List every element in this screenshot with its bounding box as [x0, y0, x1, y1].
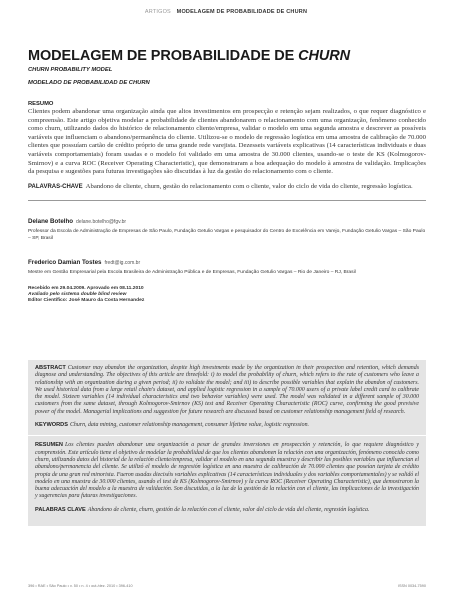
- author-2-email[interactable]: fredt@ig.com.br: [104, 260, 141, 267]
- palabras-clave: [35, 507, 419, 514]
- divider: [28, 200, 426, 201]
- article-title-text: MODELAGEM DE PROBABILIDADE DE: [28, 48, 299, 64]
- meta-editor: Editor Científico: José Mauro da Costa Hernandez: [28, 298, 145, 304]
- meta-received: Recebido em 29.04.2009. Aprovado em 08.11.2010: [28, 285, 144, 291]
- palavras-chave: [28, 183, 426, 192]
- footer-issn: ISSN 0034-7590: [397, 584, 426, 588]
- resumen-text: Los clientes pueden abandonar una organización a pesar de grandes inversiones en prospección y retención, lo que requiere diagnóstico y comprensión. Este artículo tiene el objetivo de modelar la probabilidad de que los clientes abandonen la relación con una organización, fenómeno conocido como churn, utilizando datos del historial de la relación cliente/empresa, validar el modelo en una segunda muestra y describir las posibles variables que influencian el abandono/permanencia del cliente. Se utilizó el modelo de regresión logística en una muestra de calibración de 70.000 clientes que poseían tarjeta de crédito propia de una gran red minorista. Fueron usadas dieciséis variables explicativas (14 características individuales y dos variables comportamentales) y se validó el modelo en una muestra de 30.000 clientes, usando el test de KS (Kolmogorov-Smirnov) y la curva ROC (Receiver Operating Characteristic), que demostraron la buena adecuación del modelo a la muestra de validación. Son discutidas, a la luz de la gestión de la relación con el cliente, las implicaciones de la investigación y sugerencias para futuras investigaciones.: [35, 442, 419, 500]
- keywords-text: Churn, data mining, customer relationship management, consumer lifetime value, logistic regression.: [69, 422, 309, 429]
- author-1: [28, 210, 426, 242]
- author-2-affiliation: Mestre em Gestão Empresarial pela Escola Brasileira de Administração Pública e de Empresas, Fundação Getulio Vargas – Rio de Janeiro – RJ, Brasil: [28, 270, 356, 276]
- resumo-label: RESUMO: [28, 101, 54, 107]
- footer-citation: 396 • RAE • São Paulo • v. 50 • n. 4 • out./dez. 2010 • 396-410: [28, 584, 133, 588]
- author-2: [28, 251, 426, 277]
- palavras-chave-text: Abandono de cliente, churn, gestão do relacionamento com o cliente, valor do ciclo de vida do cliente, regressão logística.: [85, 182, 413, 190]
- abstract: [35, 365, 419, 416]
- keywords: [35, 422, 419, 429]
- article-meta: [28, 286, 426, 305]
- running-header: [0, 9, 452, 15]
- meta-review: Avaliado pelo sistema double blind review: [28, 292, 127, 298]
- header-section: ARTIGOS: [144, 9, 171, 15]
- keywords-label: KEYWORDS: [35, 422, 68, 429]
- abstract-label: ABSTRACT: [35, 365, 66, 371]
- author-2-name: Frederico Damian Tostes: [28, 259, 102, 267]
- abstract-text: Customer may abandon the organization, despite high investments made by the organization in their prospection and retention, which demands diagnose and understanding. The objectives of this article are threefold: i) to model the probability of churn, which refers to the rate of customers who leave a relationship with an organization during a given period; ii) to validate the model; and iii) to describe possible variables that explain the abandon of customers. We used historical data from a large retail chain's dataset, and applied logistic regression in a sample of 70.000 users of a private label credit card to calibrate the model. Sixteen variables (14 individual characteristics and two behavior variables) were used. The model was validated in a different sample of 30.000 customers from the same dataset, through Kolmogorov-Smirnov (KS) test and Receiver Operating Characteristic (ROC) curve, confirming the good previsive power of the model. Managerial implications and suggestion for future research are discussed based on customer relationship management field of research.: [35, 365, 419, 415]
- resumen: [35, 442, 419, 500]
- palabras-clave-label: PALABRAS CLAVE: [35, 506, 86, 513]
- resumen-label: RESUMEN: [35, 442, 63, 449]
- page-footer: [28, 584, 426, 588]
- header-running-title: MODELAGEM DE PROBABILIDADE DE CHURN: [176, 9, 308, 15]
- resumo-text: Clientes podem abandonar uma organização ainda que altos investimentos em prospecção e retenção sejam realizados, o que requer diagnóstico e compreensão. Este artigo objetiva modelar a probabilidade de clientes abandonarem o relacionamento com uma organização, fenômeno conhecido como churn, utilizando dados do histórico de relacionamento cliente/empresa, validar o modelo em uma segunda amostra e descrever as possíveis variáveis que influenciam o abandono/permanência do cliente. Utilizou-se o modelo de regressão logística em uma amostra de calibração de 70.000 clientes que possuíam cartão de crédito próprio de uma grande rede varejista. Dezesseis variáveis explicativas (14 características individuais e duas variáveis comportamentais) foram usadas e o modelo foi validado em uma amostra de 30.000 clientes, usando-se o teste de KS (Kolmogorov-Smirnov) e a curva ROC (Receiver Operating Characteristic), que demonstraram a boa adequação do modelo à amostra de validação. Implicações da pesquisa e sugestões para futuras investigações são discutidas à luz da gestão do relacionamento com o cliente.: [28, 108, 426, 176]
- author-1-affiliation: Professor da Escola de Administração de Empresas de São Paulo, Fundação Getulio Vargas e pesquisador do Centro de Excelência em Varejo, Fundação Getulio Vargas – São Paulo – SP, Brasil: [28, 229, 426, 241]
- article-title-italic: CHURN: [298, 48, 350, 64]
- box-divider: [28, 435, 426, 436]
- palavras-chave-label: PALAVRAS-CHAVE: [28, 183, 83, 190]
- author-1-name: Delane Botelho: [28, 218, 74, 226]
- article-title: [28, 48, 426, 64]
- subtitle-spanish: MODELADO DE PROBABILIDAD DE CHURN: [28, 80, 150, 86]
- subtitle-english: CHURN PROBABILITY MODEL: [28, 67, 113, 73]
- author-1-email[interactable]: delane.botelho@fgv.br: [76, 219, 127, 226]
- article-main: [28, 48, 426, 304]
- abstract-box: [28, 360, 426, 526]
- palabras-clave-text: Abandono de cliente, churn, gestión de la relación con el cliente, valor del ciclo de vida del cliente, regresión logística.: [87, 506, 370, 513]
